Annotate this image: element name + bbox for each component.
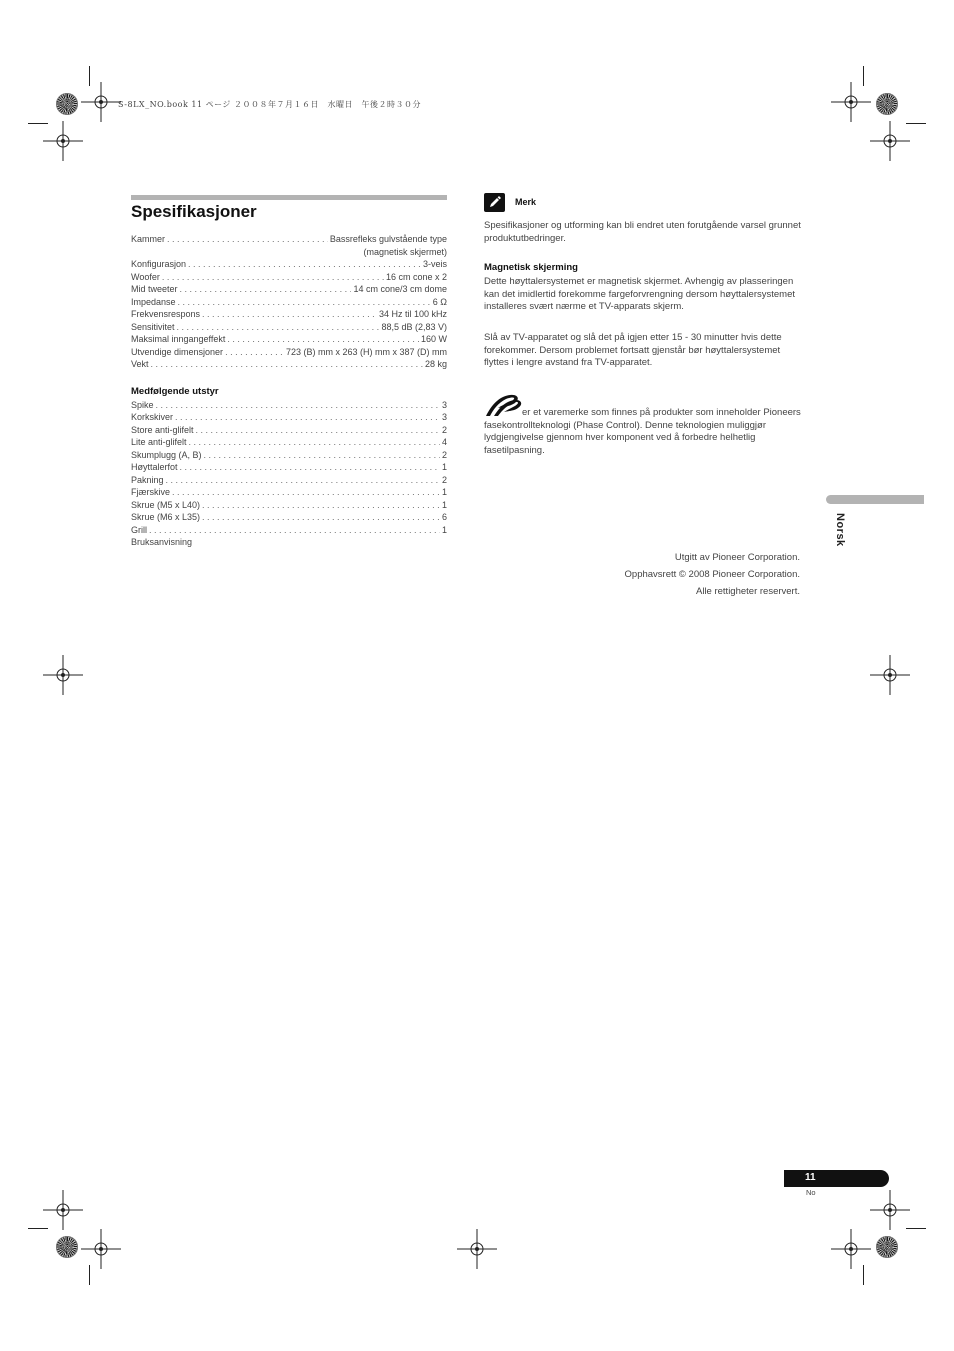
- credit-rights: Alle rettigheter reservert.: [695, 586, 800, 597]
- color-target-icon: [56, 93, 78, 115]
- spec-row: Kammer . . . Bassrefleks gulvstående type: [131, 233, 447, 246]
- crop-mark: [863, 66, 864, 86]
- spec-row: Maksimal inngangeffekt . . . 160 W: [131, 333, 447, 346]
- magnetic-paragraph-2: Slå av TV-apparatet og slå det på igjen etter 15 - 30 minutter hvis dette forekommer. Dersom problemet fortsatt gjenstår bør høyttalersystemet flyttes i lengre avstand fra TV-apparatet.: [484, 332, 782, 368]
- spec-table: [131, 233, 447, 371]
- registration-mark-icon: [43, 121, 83, 161]
- list-item: Pakning . . . 2: [131, 474, 447, 487]
- list-item: Spike . . . 3: [131, 399, 447, 412]
- credit-copyright: Opphavsrett © 2008 Pioneer Corporation.: [624, 569, 800, 580]
- list-item: Lite anti-glifelt . . . 4: [131, 436, 447, 449]
- spec-row-note: (magnetisk skjermet): [363, 246, 447, 257]
- page-number-badge: [784, 1170, 889, 1187]
- section-title-bar: [131, 195, 447, 200]
- language-tab-label: Norsk: [834, 513, 846, 547]
- registration-mark-icon: [81, 82, 121, 122]
- spec-row: Vekt . . . 28 kg: [131, 358, 447, 371]
- registration-mark-icon: [870, 1190, 910, 1230]
- list-item: Store anti-glifelt . . . 2: [131, 424, 447, 437]
- spec-row: Mid tweeter . . . 14 cm cone/3 cm dome: [131, 283, 447, 296]
- list-item: Skumplugg (A, B) . . . 2: [131, 449, 447, 462]
- registration-mark-icon: [81, 1229, 121, 1269]
- spec-row: Konfigurasjon . . . 3-veis: [131, 258, 447, 271]
- list-item: Skrue (M5 x L40) . . . 1: [131, 499, 447, 512]
- credits: [625, 549, 800, 600]
- registration-mark-icon: [43, 655, 83, 695]
- page-number: 11: [805, 1172, 816, 1183]
- language-tab-bar: [826, 495, 924, 504]
- list-item: Skrue (M6 x L35) . . . 6: [131, 511, 447, 524]
- spec-row: Sensitivitet . . . 88,5 dB (2,83 V): [131, 321, 447, 334]
- note-text: Spesifikasjoner og utforming kan bli endret uten forutgående varsel grunnet produktutbedringer.: [484, 220, 801, 244]
- registration-mark-icon: [831, 82, 871, 122]
- phase-control-text: er et varemerke som finnes på produkter som inneholder Pioneers fasekontrollteknologi (Phase Control). Denne teknologien muliggjør lydgjengivelse gjennom hver komponent ved å forbedre helhetlig fasetilpasning.: [484, 407, 801, 456]
- spec-row: Woofer . . . 16 cm cone x 2: [131, 271, 447, 284]
- list-item: Korkskiver . . . 3: [131, 411, 447, 424]
- print-meta: S-8LX_NO.book 11 ページ ２００８年７月１６日 水曜日 午後２時３０分: [118, 100, 421, 109]
- list-item: Bruksanvisning: [131, 537, 193, 547]
- crop-mark: [906, 123, 926, 124]
- list-item: Fjærskive . . . 1: [131, 486, 447, 499]
- crop-mark: [906, 1228, 926, 1229]
- magnetic-paragraph-1: Dette høyttalersystemet er magnetisk skjermet. Avhengig av plasseringen kan det imidlertid forekomme fargeforvrengning dersom høyttalersystemet installeres svært nærme et TV-apparats skjerm.: [484, 276, 795, 312]
- color-target-icon: [876, 1236, 898, 1258]
- pencil-note-icon: [484, 193, 505, 212]
- page-title: Spesifikasjoner: [131, 202, 257, 221]
- list-item: Høyttalerfot . . . 1: [131, 461, 447, 474]
- spec-row: Utvendige dimensjoner . . . 723 (B) mm x 263 (H) mm x 387 (D) mm: [131, 346, 447, 359]
- spec-row: Frekvensrespons . . . 34 Hz til 100 kHz: [131, 308, 447, 321]
- page-language-code: No: [806, 1188, 816, 1197]
- crop-mark: [28, 123, 48, 124]
- accessories-list: [131, 386, 447, 549]
- note-label: Merk: [515, 197, 537, 207]
- registration-mark-icon: [870, 655, 910, 695]
- spec-row: Impedanse . . . 6 Ω: [131, 296, 447, 309]
- accessories-heading: Medfølgende utstyr: [131, 386, 219, 397]
- color-target-icon: [876, 93, 898, 115]
- registration-mark-icon: [870, 121, 910, 161]
- registration-mark-icon: [831, 1229, 871, 1269]
- credit-publisher: Utgitt av Pioneer Corporation.: [674, 552, 800, 563]
- crop-mark: [28, 1228, 48, 1229]
- crop-mark: [89, 1265, 90, 1285]
- color-target-icon: [56, 1236, 78, 1258]
- crop-mark: [863, 1265, 864, 1285]
- magnetic-heading: Magnetisk skjerming: [484, 262, 578, 273]
- registration-mark-icon: [457, 1229, 497, 1269]
- crop-mark: [89, 66, 90, 86]
- list-item: Grill . . . 1: [131, 524, 447, 537]
- registration-mark-icon: [43, 1190, 83, 1230]
